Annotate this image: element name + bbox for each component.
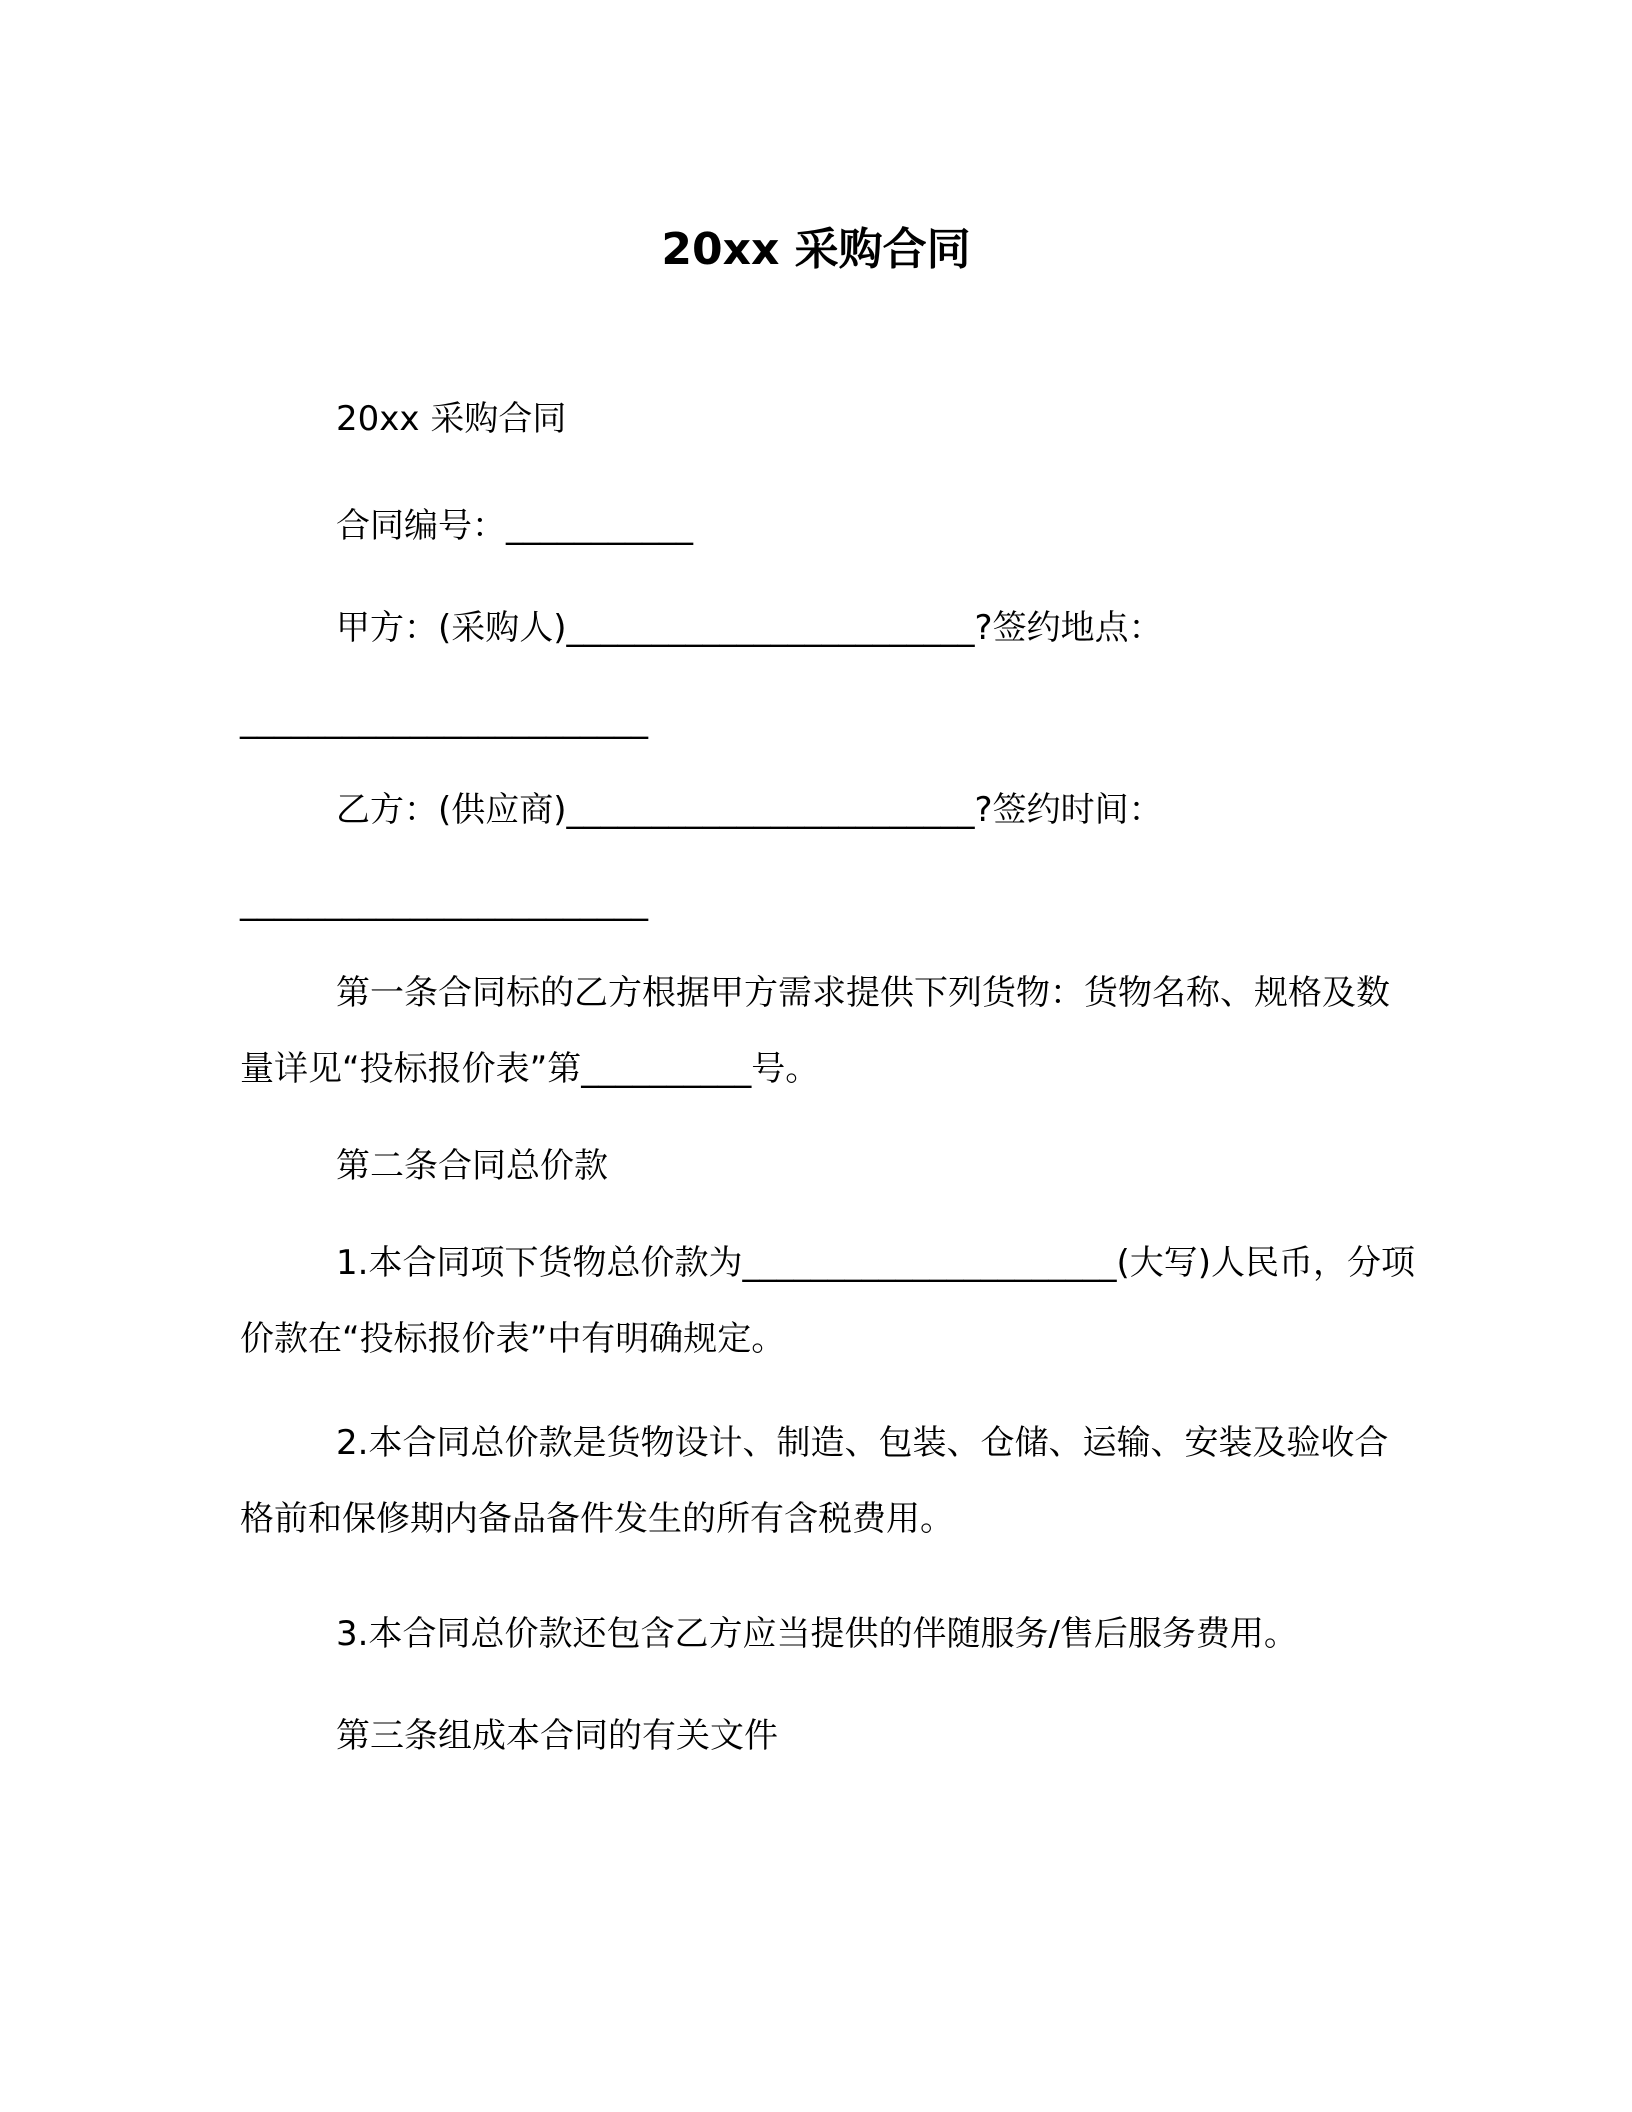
- article-1-paragraph: 第一条合同标的乙方根据甲方需求提供下列货物：货物名称、规格及数量详见“投标报价表”第__________号。: [240, 973, 1390, 1089]
- subtitle: 20xx 采购合同: [336, 399, 567, 439]
- article-2-item-1: 1.本合同项下货物总价款为______________________(大写)人民币，分项价款在“投标报价表”中有明确规定。: [240, 1243, 1415, 1359]
- article-2-heading: 第二条合同总价款: [336, 1146, 608, 1186]
- party-b-line: 乙方：(供应商)________________________?签约时间：: [336, 790, 1163, 830]
- article-2-item-3: 3.本合同总价款还包含乙方应当提供的伴随服务/售后服务费用。: [336, 1614, 1298, 1654]
- document-title: 20xx 采购合同: [661, 224, 971, 275]
- party-a-continuation: ________________________: [240, 700, 648, 740]
- article-3-heading: 第三条组成本合同的有关文件: [336, 1716, 778, 1756]
- contract-number-field: 合同编号：___________: [336, 506, 693, 546]
- article-2-item-2: 2.本合同总价款是货物设计、制造、包装、仓储、运输、安装及验收合格前和保修期内备品备件发生的所有含税费用。: [240, 1423, 1389, 1539]
- party-b-continuation: ________________________: [240, 882, 648, 922]
- party-a-line: 甲方：(采购人)________________________?签约地点：: [336, 608, 1163, 648]
